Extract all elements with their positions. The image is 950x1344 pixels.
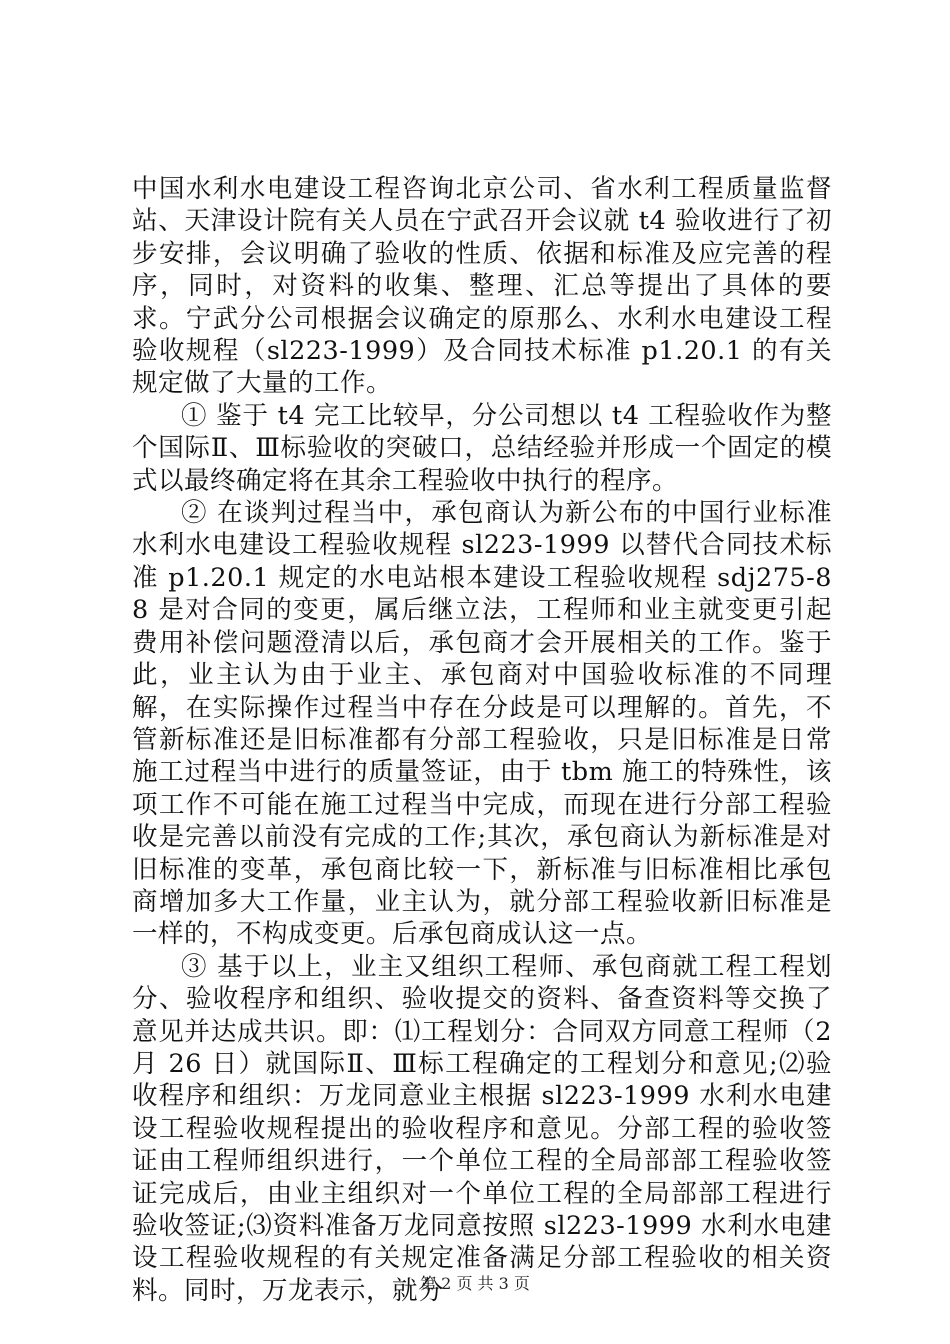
paragraph-item-2: ② 在谈判过程当中，承包商认为新公布的中国行业标准水利水电建设工程验收规程 sl223-1999 以替代合同技术标准 p1.20.1 规定的水电站根本建设工程验收规程 sdj275-88 是对合同的变更，属后继立法，工程师和业主就变更引起费用补偿问题澄清以后，承包商才会开展相关的工作。鉴于此，业主认为由于业主、承包商对中国验收标准的不同理解，在实际操作过程当中存在分歧是可以理解的。首先，不管新标准还是旧标准都有分部工程验收，只是旧标准是日常施工过程当中进行的质量签证，由于 tbm 施工的特殊性，该项工作不可能在施工过程当中完成，而现在进行分部工程验收是完善以前没有完成的工作;其次，承包商认为新标准是对旧标准的变革，承包商比较一下，新标准与旧标准相比承包商增加多大工作量，业主认为，就分部工程验收新旧标准是一样的，不构成变更。后承包商成认这一点。 — [132, 498, 832, 950]
page-number: 第 2 页 共 3 页 — [420, 1274, 530, 1293]
paragraph-item-1: ① 鉴于 t4 完工比较早，分公司想以 t4 工程验收作为整个国际Ⅱ、Ⅲ标验收的突破口，总结经验并形成一个固定的模式以最终确定将在其余工程验收中执行的程序。 — [132, 400, 832, 496]
paragraph-item-3: ③ 基于以上，业主又组织工程师、承包商就工程工程划分、验收程序和组织、验收提交的资料、备查资料等交换了意见并达成共识。即：⑴工程划分：合同双方同意工程师（2 月 26 日）就国际Ⅱ、Ⅲ标工程确定的工程划分和意见;⑵验收程序和组织：万龙同意业主根据 sl223-1999 水利水电建设工程验收规程提出的验收程序和意见。分部工程的验收签证由工程师组织进行，一个单位工程的全局部部工程验收签证完成后，由业主组织对一个单位工程的全局部部工程进行验收签证;⑶资料准备万龙同意按照 sl223-1999 水利水电建设工程验收规程的有关规定准备满足分部工程验收的相关资料。同时，万龙表示，就分 — [132, 951, 832, 1306]
paragraph-intro: 中国水利水电建设工程咨询北京公司、省水利工程质量监督站、天津设计院有关人员在宁武召开会议就 t4 验收进行了初步安排，会议明确了验收的性质、依据和标准及应完善的程序，同时，对资料的收集、整理、汇总等提出了具体的要求。宁武分公司根据会议确定的原那么、水利水电建设工程验收规程（sl223-1999）及合同技术标准 p1.20.1 的有关规定做了大量的工作。 — [132, 174, 832, 399]
page-footer — [0, 1271, 950, 1294]
document-body — [132, 173, 832, 1307]
